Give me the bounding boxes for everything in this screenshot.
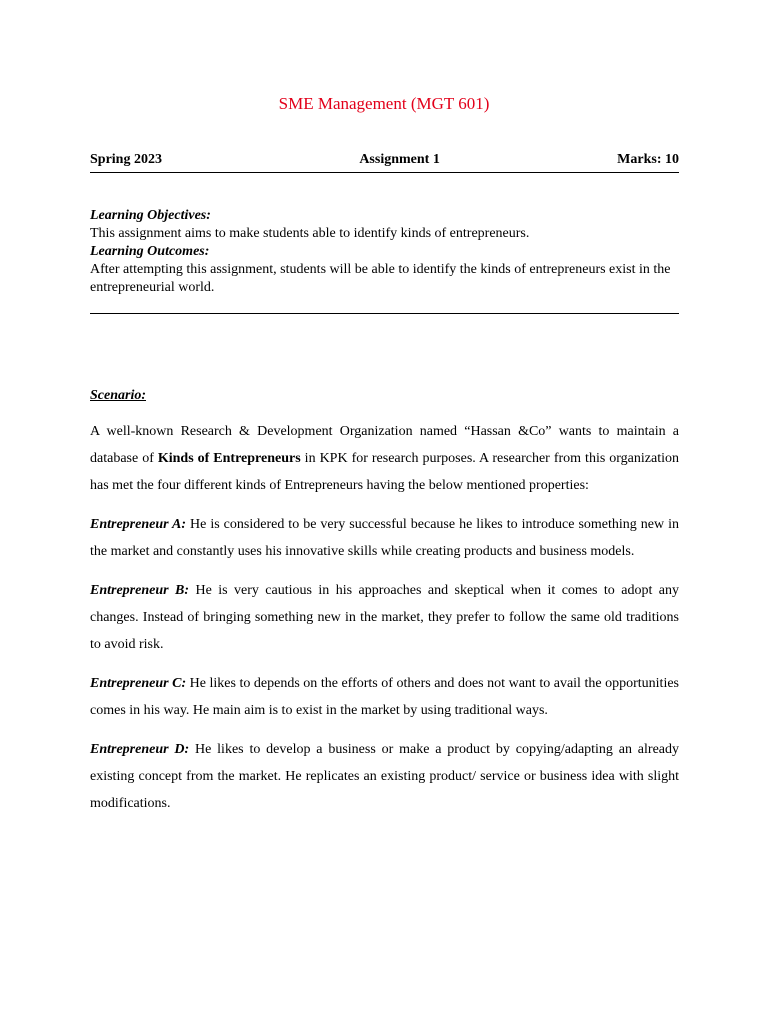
objectives-heading: Learning Objectives:	[90, 208, 211, 223]
entrepreneur-c-label: Entrepreneur C:	[90, 676, 187, 691]
intro-text-2: in KPK for research purposes. A researcher from this organization has met the four different kinds of Entrepreneurs having the below mentioned properties:	[90, 451, 679, 493]
learning-section	[90, 207, 682, 297]
scenario-heading: Scenario:	[90, 388, 146, 403]
assignment-label: Assignment 1	[359, 152, 440, 167]
marks-label: Marks: 10	[617, 152, 679, 167]
entrepreneur-d	[90, 736, 679, 817]
outcomes-heading: Learning Outcomes:	[90, 244, 210, 259]
term-label: Spring 2023	[90, 152, 162, 167]
outcomes-text: After attempting this assignment, students will be able to identify the kinds of entrepreneurs exist in the entrepreneurial world.	[90, 262, 671, 295]
document-title: SME Management (MGT 601)	[278, 94, 490, 113]
entrepreneur-a-label: Entrepreneur A:	[90, 517, 187, 532]
intro-bold-term: Kinds of Entrepreneurs	[157, 451, 301, 466]
entrepreneur-c	[90, 670, 679, 724]
entrepreneur-a-text: He is considered to be very successful because he likes to introduce something new in the market and constantly uses his innovative skills while creating products and business models.	[90, 517, 679, 559]
section-divider	[90, 313, 679, 314]
entrepreneur-d-text: He likes to develop a business or make a product by copying/adapting an already existing concept from the market. He replicates an existing product/ service or business idea with slight modifications.	[90, 742, 679, 811]
entrepreneur-a	[90, 511, 679, 565]
scenario-intro	[90, 418, 679, 499]
entrepreneur-c-text: He likes to depends on the efforts of others and does not want to avail the opportunities comes in his way. He main aim is to exist in the market by using traditional ways.	[90, 676, 679, 718]
entrepreneur-d-label: Entrepreneur D:	[90, 742, 190, 757]
intro-text-1: A well-known Research & Development Organization named “Hassan &Co” wants to maintain a database of	[90, 424, 679, 466]
objectives-text: This assignment aims to make students able to identify kinds of entrepreneurs.	[90, 226, 530, 241]
entrepreneur-b-text: He is very cautious in his approaches and skeptical when it comes to adopt any changes. Instead of bringing something new in the market, they prefer to follow the same old traditions to avoid risk.	[90, 583, 679, 652]
scenario-body	[90, 418, 679, 829]
entrepreneur-b	[90, 577, 679, 658]
entrepreneur-b-label: Entrepreneur B:	[90, 583, 190, 598]
assignment-meta-row	[90, 152, 679, 173]
